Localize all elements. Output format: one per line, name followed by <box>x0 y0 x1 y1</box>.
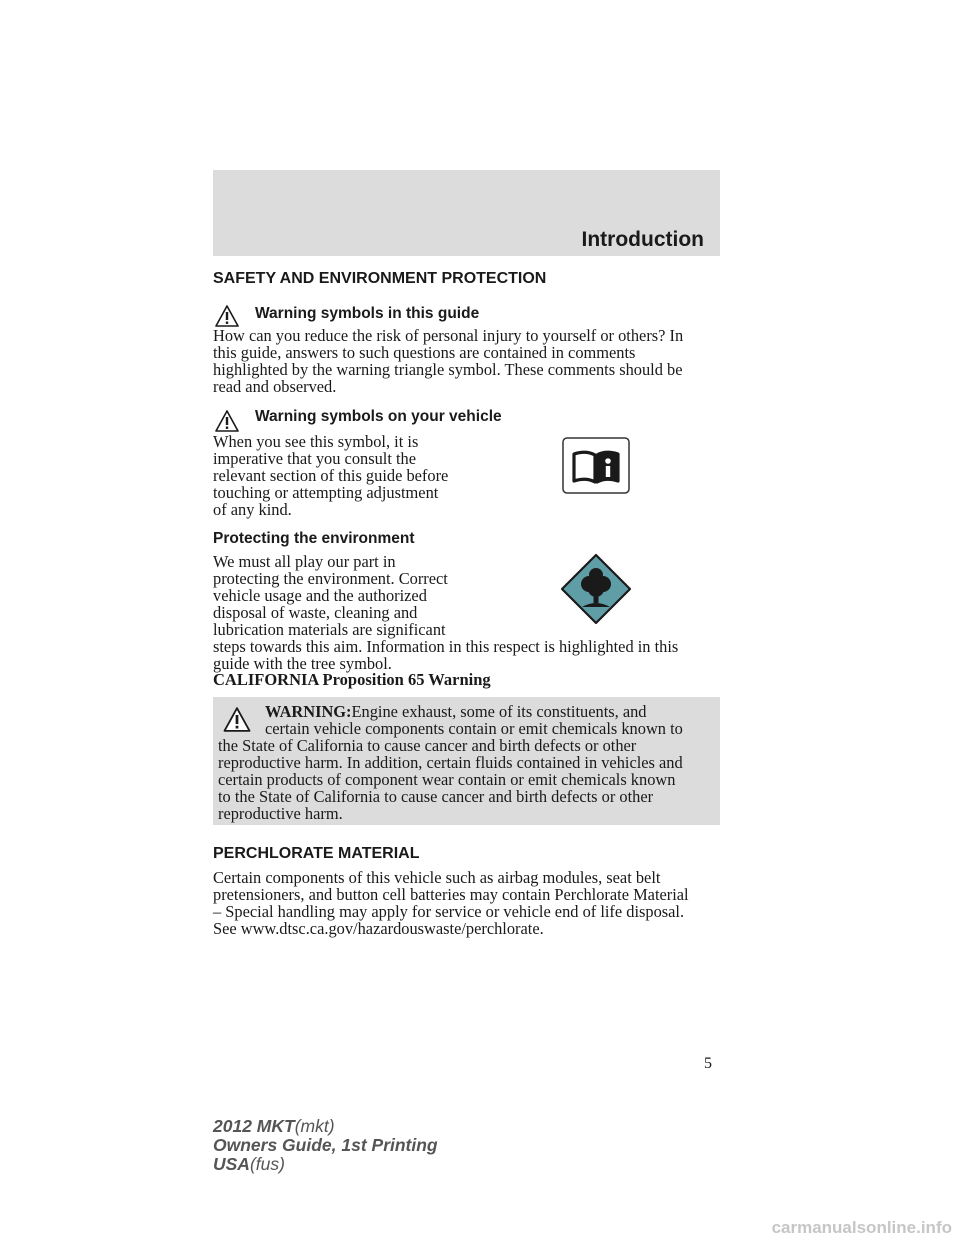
heading-perchlorate: PERCHLORATE MATERIAL <box>213 845 420 862</box>
text-line: pretensioners, and button cell batteries may contain Perchlorate Material <box>213 885 689 904</box>
footer-model: 2012 MKT <box>213 1116 295 1136</box>
owner-guide-book-icon <box>562 437 630 494</box>
text-line: guide with the tree symbol. <box>213 654 392 673</box>
text-line: to the State of California to cause cancer and birth defects or other <box>218 787 654 806</box>
text-line: We must all play our part in <box>213 552 396 571</box>
paragraph-warning-guide <box>213 327 723 395</box>
warning-triangle-icon <box>215 410 239 432</box>
text-line: imperative that you consult the <box>213 449 417 468</box>
text-line: lubrication materials are significant <box>213 620 446 639</box>
warning-triangle-icon <box>215 305 239 327</box>
text-line: disposal of waste, cleaning and <box>213 603 418 622</box>
text-line: the State of California to cause cancer and birth defects or other <box>218 736 637 755</box>
text-line: touching or attempting adjustment <box>213 483 439 502</box>
paragraph-perchlorate <box>213 869 728 937</box>
text-line: vehicle usage and the authorized <box>213 586 427 605</box>
text-line: Certain components of this vehicle such as airbag modules, seat belt <box>213 868 661 887</box>
text-line: of any kind. <box>213 500 292 519</box>
text-line: steps towards this aim. Information in this respect is highlighted in this <box>213 637 679 656</box>
text-line: reproductive harm. In addition, certain fluids contained in vehicles and <box>218 753 683 772</box>
warning-label: WARNING: <box>265 702 352 721</box>
subheading-environment: Protecting the environment <box>213 530 415 547</box>
header-band <box>213 170 720 256</box>
text-line: certain products of component wear contain or emit chemicals known <box>218 770 676 789</box>
text-line: reproductive harm. <box>218 804 343 823</box>
footer-line-model <box>213 1117 438 1136</box>
watermark: carmanualsonline.info <box>771 1218 952 1237</box>
page-number: 5 <box>704 1055 712 1072</box>
footer-market: USA <box>213 1154 250 1174</box>
warning-box <box>213 697 720 825</box>
text-line: certain vehicle components contain or emit chemicals known to <box>265 719 683 738</box>
text-line: See www.dtsc.ca.gov/hazardouswaste/perchlorate. <box>213 919 544 938</box>
paragraph-environment <box>213 553 723 672</box>
tree-environment-icon <box>560 553 632 625</box>
text-line: relevant section of this guide before <box>213 466 449 485</box>
section-title: Introduction <box>581 228 704 251</box>
subheading-warning-guide: Warning symbols in this guide <box>255 305 480 322</box>
text-line: Engine exhaust, some of its constituents, and <box>351 702 647 721</box>
heading-safety: SAFETY AND ENVIRONMENT PROTECTION <box>213 270 547 287</box>
footer-line-market <box>213 1155 438 1174</box>
text-line: protecting the environment. Correct <box>213 569 448 588</box>
footer-market-code: (fus) <box>249 1154 285 1174</box>
text-line: When you see this symbol, it is <box>213 432 419 451</box>
heading-california: CALIFORNIA Proposition 65 Warning <box>213 670 491 689</box>
subheading-warning-vehicle: Warning symbols on your vehicle <box>255 408 502 425</box>
footer-model-code: (mkt) <box>294 1116 335 1136</box>
print-footer <box>213 1117 438 1174</box>
warning-first-line <box>218 703 715 720</box>
paragraph-warning-vehicle <box>213 433 513 518</box>
footer-line-edition: Owners Guide, 1st Printing <box>213 1135 438 1155</box>
text-line: – Special handling may apply for service or vehicle end of life disposal. <box>213 902 685 921</box>
text-line: How can you reduce the risk of personal injury to yourself or others? In <box>213 326 684 345</box>
warning-text <box>218 703 715 822</box>
text-line: highlighted by the warning triangle symbol. These comments should be <box>213 360 683 379</box>
text-line: read and observed. <box>213 377 337 396</box>
text-line: this guide, answers to such questions are contained in comments <box>213 343 636 362</box>
